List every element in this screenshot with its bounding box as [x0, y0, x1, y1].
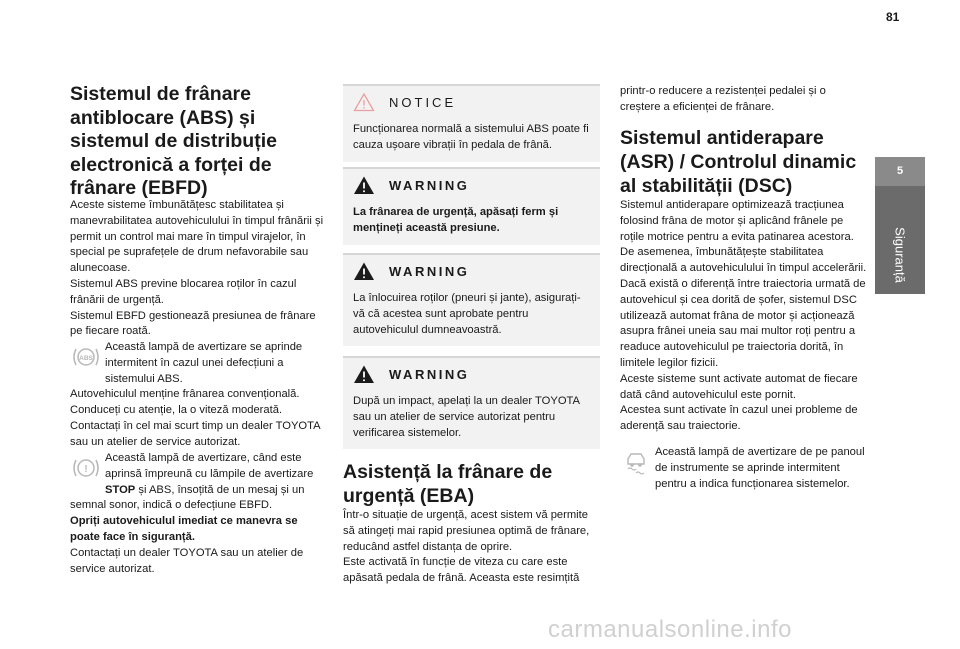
asr-dsc-heading: Sistemul antiderapare (ASR) / Controlul dinamic al stabilității (DSC)	[620, 127, 857, 197]
chapter-number: 5	[875, 157, 925, 186]
warning-header-emergency	[343, 169, 600, 201]
warning-body-wheels: La înlocuirea roților (pneuri și jante), asigurați-vă că acestea sunt aprobate pentru autovehiculul dumneavoastră.	[353, 292, 581, 336]
abs-lamp-section	[70, 340, 328, 451]
warning-title-impact: WARNING	[389, 366, 470, 382]
page-number: 81	[886, 10, 900, 24]
chapter-label: Siguranță	[892, 227, 908, 283]
watermark: carmanualsonline.info	[548, 616, 792, 643]
stop-label: STOP	[105, 483, 136, 496]
warning-title-emergency: WARNING	[389, 177, 470, 193]
svg-text:!: !	[84, 464, 88, 475]
abs-lamp-text: Această lampă de avertizare se aprinde intermitent în cazul unei defecțiuni a sistemului ABS. Autovehiculul menține frânarea convențională. Conduceți cu atenție, la o viteză moderată. Contactați în cel mai scurt timp un dealer TOYOTA sau un atelier de service autorizat.	[70, 341, 320, 448]
warning-header-wheels	[343, 255, 600, 287]
notice-body: Funcționarea normală a sistemului ABS poate fi cauza ușoare vibrații în pedala de frână.	[353, 123, 589, 151]
brake-warning-lamp-icon	[70, 453, 102, 483]
dsc-lamp-section	[620, 445, 870, 492]
warning-body-emergency: La frânarea de urgență, apăsați ferm și mențineți această presiune.	[353, 206, 559, 234]
dsc-warning-lamp-icon	[620, 447, 652, 477]
notice-header	[343, 86, 600, 118]
warning-triangle-icon	[353, 364, 375, 384]
brake-lamp-text-part2: și ABS, însoțită de un mesaj și un semnal sonor, indică o defecțiune EBFD.	[70, 483, 305, 512]
eba-continued-text: printr-o reducere a rezistenței pedalei și o creștere a eficienței de frânare.	[620, 85, 826, 113]
warning-triangle-icon	[353, 175, 375, 195]
warning-header-impact	[343, 358, 600, 390]
warning-triangle-icon	[353, 261, 375, 281]
svg-text:ABS: ABS	[79, 355, 93, 362]
eba-heading: Asistență la frânare de urgență (EBA)	[343, 461, 553, 507]
notice-triangle-icon	[353, 92, 375, 112]
notice-title: NOTICE	[389, 94, 457, 110]
warning-box-wheels	[343, 253, 600, 346]
warning-body-impact: După un impact, apelați la un dealer TOYOTA sau un atelier de service autorizat pentru verificarea sistemelor.	[353, 395, 580, 439]
warning-title-wheels: WARNING	[389, 263, 470, 279]
notice-box	[343, 84, 600, 162]
asr-dsc-body: Sistemul antiderapare optimizează tracțiunea folosind frâna de motor și aplicând frânele pe roțile motrice pentru a evita patinarea acestora. De asemenea, îmbunătățește stabilitatea direcțională a autovehiculului în timpul accelerării. Dacă există o diferență între traiectoria urmată de autovehicul și cea dorită de șofer, sistemul DSC utilizează automat frâna de motor și acționează asupra frânei uneia sau mai multor roți pentru a readuce autovehiculul pe traiectoria dorită, în limitele legilor fizicii. Aceste sisteme sunt activate automat de fiecare dată când autovehiculul este pornit. Acestea sunt activate în cazul unei probleme de aderență sau traiectorie.	[620, 199, 867, 433]
warning-box-impact	[343, 356, 600, 449]
brake-lamp-text	[70, 451, 328, 514]
eba-body: Într-o situație de urgență, acest sistem vă permite să atingeți mai rapid presiunea optimă de frânare, reducând astfel distanța de oprire. Este activată în funcție de viteza cu care este apăsată pedala de frână. Aceasta este resimțită	[343, 509, 590, 585]
abs-ebfd-intro: Aceste sisteme îmbunătățesc stabilitatea și manevrabilitatea autovehiculului în timpul frânării și permit un control mai mare în timpul virajelor, în special pe suprafețele de drum nefavorabile sau alunecoase. Sistemul ABS previne blocarea roților în cazul frânării de urgență. Sistemul EBFD gestionează presiunea de frânare pe fiecare roată.	[70, 199, 324, 338]
abs-ebfd-heading: Sistemul de frânare antiblocare (ABS) și sistemul de distribuție electronică a forței de frânare (EBFD)	[70, 83, 277, 199]
contact-dealer-text: Contactați un dealer TOYOTA sau un atelier de service autorizat.	[70, 546, 304, 575]
brake-lamp-text-part1: Această lampă de avertizare, când este aprinsă împreună cu lămpile de avertizare	[105, 452, 314, 480]
dsc-lamp-text: Această lampă de avertizare de pe panoul de instrumente se aprinde intermitent pentru a indica funcționarea sistemelor.	[655, 446, 865, 490]
brake-lamp-section	[70, 451, 328, 577]
chapter-tab	[875, 157, 925, 294]
abs-warning-lamp-icon	[70, 342, 102, 372]
stop-warning-text: Opriți autovehiculul imediat ce manevra se poate face în siguranță.	[70, 515, 298, 543]
warning-box-emergency	[343, 167, 600, 245]
